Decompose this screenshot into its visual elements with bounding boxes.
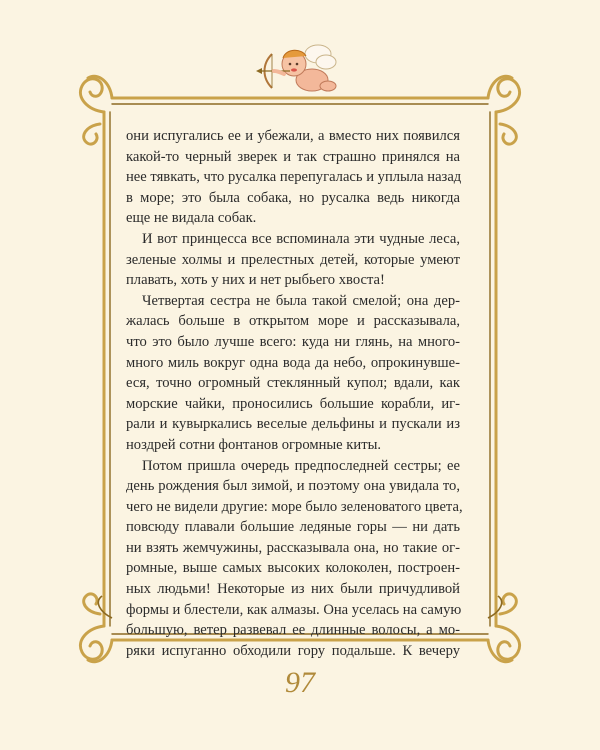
text-line: ни взять жемчужины, рассказывала она, но такие ог- bbox=[126, 539, 460, 556]
text-line: плавать, хоть у них и нет рыбьего хвоста! bbox=[126, 272, 385, 289]
text-line: что это было лучше всего: куда ни глянь, на много- bbox=[126, 333, 460, 350]
text-line: формы и блестели, как алмазы. Она уселась на самую bbox=[126, 601, 462, 618]
cupid-illustration bbox=[250, 40, 350, 98]
text-line: ноздрей сотни фонтанов огромные киты. bbox=[126, 436, 382, 453]
text-line: зеленые холмы и прелестных детей, которые умеют bbox=[126, 251, 460, 268]
text-line: морские чайки, проносились большие корабли, иг- bbox=[126, 395, 460, 412]
text-line: Потом пришла очередь предпоследней сестры; ее bbox=[142, 457, 460, 474]
text-line: ных людьми! Некоторые из них были причудливой bbox=[126, 581, 460, 598]
text-line: повсюду плавали большие ледяные горы — ни дать bbox=[126, 519, 460, 536]
story-text bbox=[126, 126, 463, 661]
text-line: большую, ветер развевал ее длинные волосы, а мо- bbox=[126, 622, 460, 639]
page-number: 97 bbox=[285, 666, 315, 699]
text-line: день рождения был зимой, и поэтому она увидала то, bbox=[126, 478, 460, 495]
text-line: жалась больше в открытом море и рассказывала, bbox=[126, 313, 460, 330]
text-line: они испугались ее и убежали, а вместо них появился bbox=[126, 128, 460, 144]
text-line: нее тявкать, что русалка перепугалась и уплыла назад bbox=[126, 169, 462, 186]
text-line: ряки испуганно обходили гору подальше. К вечеру bbox=[126, 642, 460, 659]
ornate-corner-flourish bbox=[80, 76, 112, 144]
text-line: И вот принцесса все вспоминала эти чудные леса, bbox=[142, 230, 460, 247]
text-line: много миль вокруг одна вода да небо, опрокинувше- bbox=[126, 354, 460, 371]
text-line: чего не видели другие: море было зеленоватого цвета, bbox=[126, 498, 463, 515]
text-line: в море; это была собака, но русалка ведь никогда bbox=[126, 189, 460, 206]
text-line: какой-то черный зверек и так страшно принялся на bbox=[126, 148, 460, 165]
text-line: рали и кувыркались веселые дельфины и пускали из bbox=[126, 416, 460, 433]
text-line: Четвертая сестра не была такой смелой; она дер- bbox=[142, 292, 460, 309]
text-line: еся, точно огромный стеклянный купол; вдали, как bbox=[126, 375, 460, 392]
text-line: еще не видала собак. bbox=[126, 210, 257, 227]
text-line: ромные, выше самых высоких колоколен, построен- bbox=[126, 560, 460, 577]
